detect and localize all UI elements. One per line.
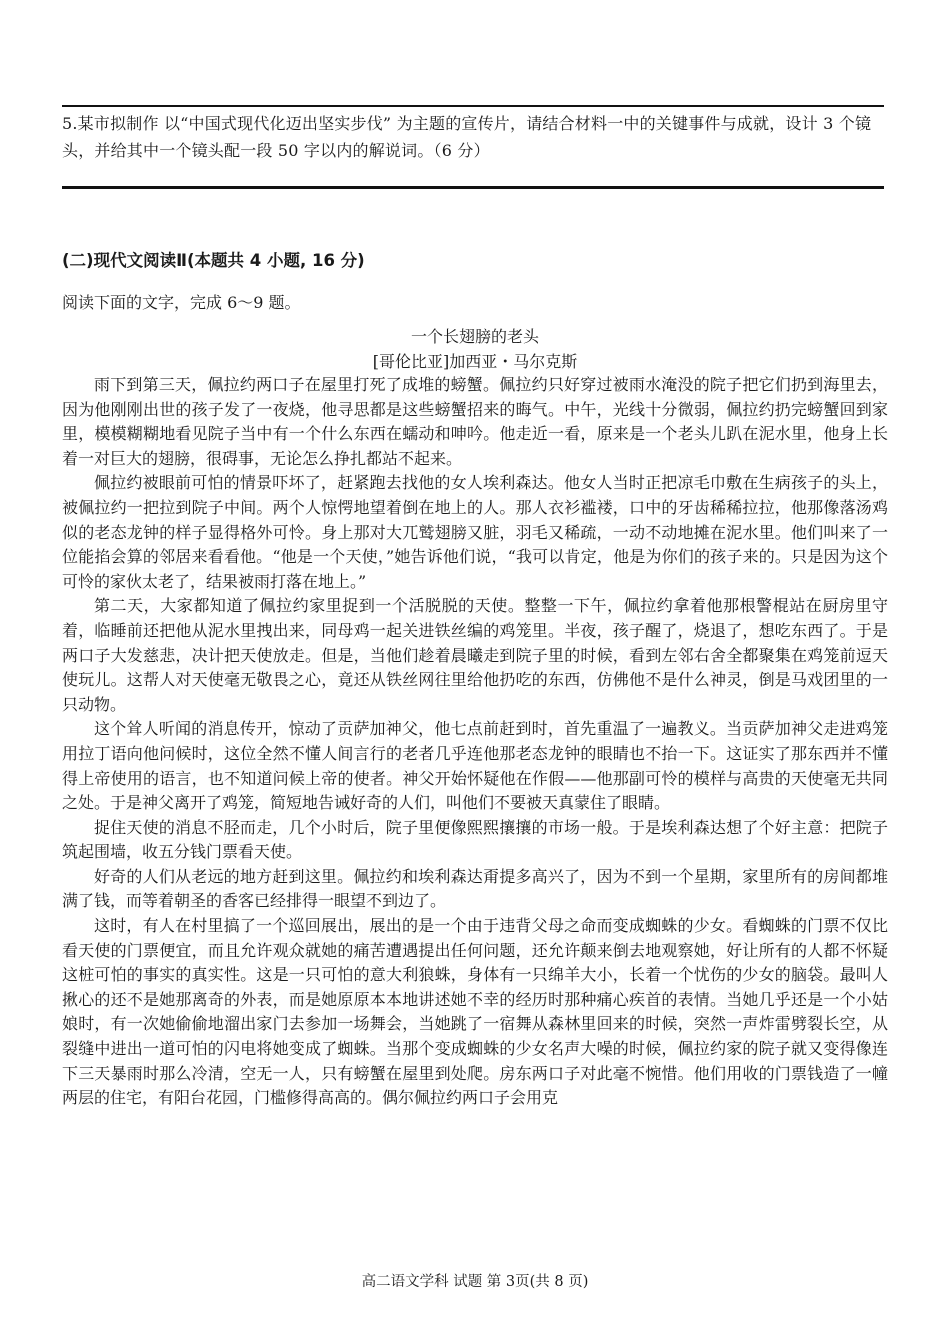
answer-line [62,186,884,189]
article-title: 一个长翅膀的老头 [410,327,539,346]
article-author: [哥伦比亚]加西亚・马尔克斯 [372,352,578,371]
paragraph: 捉住天使的消息不胫而走，几个小时后，院子里便像熙熙攘攘的市场一般。于是埃利森达想了个好主意：把院子筑起围墙，收五分钱门票看天使。 [62,817,888,862]
article-body [62,373,888,1111]
reading-instruction: 阅读下面的文字，完成 6～9 题。 [62,293,301,312]
paragraph: 佩拉约被眼前可怕的情景吓坏了，赶紧跑去找他的女人埃利森达。他女人当时正把凉毛巾敷在生病孩子的头上，被佩拉约一把拉到院子中间。两个人惊愕地望着倒在地上的人。那人衣衫褴褛，口中的牙齿稀稀拉拉，他那像落汤鸡似的老态龙钟的样子显得格外可怜。身上那对大兀鹫翅膀又脏，羽毛又稀疏，一动不动地摊在泥水里。他们叫来了一位能掐会算的邻居来看看他。“他是一个天使，”她告诉他们说，“我可以肯定，他是为你们的孩子来的。只是因为这个可怜的家伙太老了，结果被雨打落在地上。” [62,473,888,591]
paragraph: 好奇的人们从老远的地方赶到这里。佩拉约和埃利森达甭提多高兴了，因为不到一个星期，家里所有的房间都堆满了钱，而等着朝圣的香客已经排得一眼望不到边了。 [62,866,888,911]
question-5: 5.某市拟制作 以“中国式现代化迈出坚实步伐” 为主题的宣传片，请结合材料一中的关键事件与成就，设计 3 个镜头，并给其中一个镜头配一段 50 字以内的解说词。（6 分） [62,114,872,160]
paragraph: 这个耸人听闻的消息传开，惊动了贡萨加神父，他七点前赶到时，首先重温了一遍教义。当贡萨加神父走进鸡笼用拉丁语向他问候时，这位全然不懂人间言行的老者几乎连他那老态龙钟的眼睛也不抬一下。这证实了那东西并不懂得上帝使用的语言，也不知道问候上帝的使者。神父开始怀疑他在作假——他那副可怜的模样与高贵的天使毫无共同之处。于是神父离开了鸡笼，简短地告诫好奇的人们，叫他们不要被天真蒙住了眼睛。 [62,719,888,813]
paragraph: 这时，有人在村里搞了一个巡回展出，展出的是一个由于违背父母之命而变成蜘蛛的少女。看蜘蛛的门票不仅比看天使的门票便宜，而且允许观众就她的痛苦遭遇提出任何问题，还允许颠来倒去地观察她，好让所有的人都不怀疑这桩可怕的事实的真实性。这是一只可怕的意大利狼蛛，身体有一只绵羊大小，长着一个忧伤的少女的脑袋。最叫人揪心的还不是她那离奇的外表，而是她原原本本地讲述她不幸的经历时那种痛心疾首的表情。当她几乎还是一个小姑娘时，有一次她偷偷地溜出家门去参加一场舞会，当她跳了一宿舞从森林里回来的时候，突然一声炸雷劈裂长空，从裂缝中进出一道可怕的闪电将她变成了蜘蛛。当那个变成蜘蛛的少女名声大噪的时候，佩拉约家的院子就又变得像连下三天暴雨时那么冷清，空无一人，只有螃蟹在屋里到处爬。房东两口子对此毫不惋惜。他们用收的门票钱造了一幢两层的住宅，有阳台花园，门槛修得高高的。偶尔佩拉约两口子会用克 [62,916,888,1108]
paragraph: 第二天，大家都知道了佩拉约家里捉到一个活脱脱的天使。整整一下午，佩拉约拿着他那根警棍站在厨房里守着，临睡前还把他从泥水里拽出来，同母鸡一起关进铁丝编的鸡笼里。半夜，孩子醒了，烧退了，想吃东西了。于是两口子大发慈悲，决计把天使放走。但是，当他们趁着晨曦走到院子里的时候，看到左邻右舍全都聚集在鸡笼前逗天使玩儿。这帮人对天使毫无敬畏之心，竟还从铁丝网往里给他扔吃的东西，仿佛他不是什么神灵，倒是马戏团里的一只动物。 [62,596,888,714]
page-footer: 高二语文学科 试题 第 3页(共 8 页) [361,1274,589,1290]
top-divider [62,105,884,107]
paragraph: 雨下到第三天，佩拉约两口子在屋里打死了成堆的螃蟹。佩拉约只好穿过被雨水淹没的院子把它们扔到海里去，因为他刚刚出世的孩子发了一夜烧，他寻思都是这些螃蟹招来的晦气。中午，光线十分微弱，佩拉约扔完螃蟹回到家里，模模糊糊地看见院子当中有一个什么东西在蠕动和呻吟。他走近一看，原来是一个老头儿趴在泥水里，他身上长着一对巨大的翅膀，很碍事，无论怎么挣扎都站不起来。 [62,375,888,468]
section-heading: (二)现代文阅读Ⅱ(本题共 4 小题, 16 分) [62,251,365,270]
